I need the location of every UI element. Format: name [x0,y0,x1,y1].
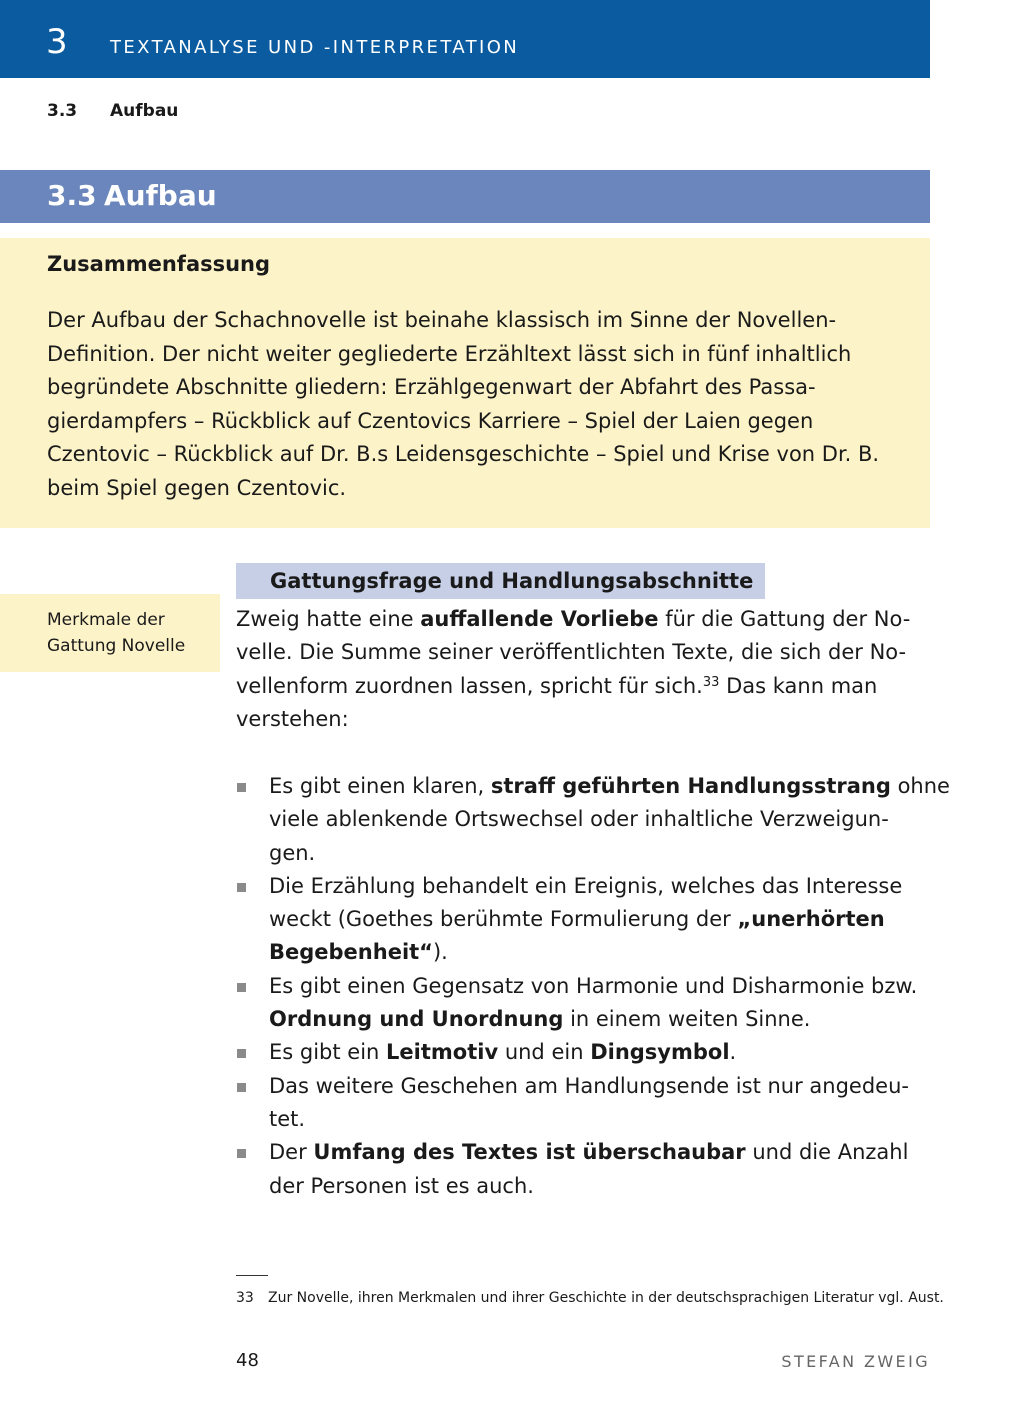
bullet-square-icon [237,883,246,892]
summary-line: Der Aufbau der Schachnovelle ist beinahe klassisch im Sinne der Novellen- [47,308,837,332]
bullet-square-icon [237,783,246,792]
summary-line: beim Spiel gegen Czentovic. [47,475,347,500]
running-section-title: Aufbau [110,101,179,121]
footnote-divider [236,1275,268,1276]
page-number: 48 [236,1350,259,1371]
summary-line: gierdampfers – Rückblick auf Czentovics Karriere – Spiel der Laien gegen [47,408,814,433]
footnote-number: 33 [236,1290,254,1306]
bullet-square-icon [237,983,246,992]
summary-line: begründete Abschnitte gliedern: Erzählgegenwart der Abfahrt des Passa- [47,375,816,400]
bullet-item: Es gibt einen klaren, straff geführten Handlungsstrang ohne viele ablenkende Ortswechsel oder inhaltliche Verzweigun- gen. [236,770,936,870]
summary-text [47,304,927,506]
bullet-square-icon [237,1083,246,1092]
footer-author: STEFAN ZWEIG [781,1352,930,1371]
section-title: Aufbau [104,179,217,212]
bullet-item: Es gibt einen Gegensatz von Harmonie und Disharmonie bzw. Ordnung und Unordnung in einem weiten Sinne. [236,970,936,1037]
bullet-item: Das weitere Geschehen am Handlungsende ist nur angedeu- tet. [236,1070,936,1137]
summary-line: Czentovic – Rückblick auf Dr. B.s Leidensgeschichte – Spiel und Krise von Dr. B. [47,442,880,467]
subsection-title: Gattungsfrage und Handlungsabschnitte [270,569,754,593]
running-section-number: 3.3 [47,101,78,121]
margin-note-line: Merkmale der [47,610,165,630]
bullet-item: Der Umfang des Textes ist überschaubar und die Anzahl der Personen ist es auch. [236,1136,936,1203]
summary-line: Definition. Der nicht weiter gegliederte Erzähltext lässt sich in fünf inhaltlich [47,341,852,366]
margin-note [47,607,185,659]
summary-heading: Zusammenfassung [47,252,271,276]
bullet-item: Es gibt ein Leitmotiv und ein Dingsymbol. [236,1036,936,1069]
margin-note-line: Gattung Novelle [47,636,186,656]
section-number: 3.3 [47,179,97,212]
body-line: velle. Die Summe seiner veröffentlichten Texte, die sich der No- [236,640,907,665]
chapter-number: 3 [46,22,68,62]
emphasis: auffallende Vorliebe [420,607,659,631]
body-paragraph [236,603,931,736]
bullet-list [236,770,950,1203]
chapter-title: TEXTANALYSE UND -INTERPRETATION [110,37,520,58]
bullet-square-icon [237,1049,246,1058]
bullet-item: Die Erzählung behandelt ein Ereignis, welches das Interesse weckt (Goethes berühmte Formulierung der „unerhörten Begebenheit“). [236,870,936,970]
footnote-text: Zur Novelle, ihren Merkmalen und ihrer Geschichte in der deutschsprachigen Literatur vgl. Aust. [268,1290,944,1306]
footnote-ref[interactable]: 33 [702,674,720,690]
body-line: verstehen: [236,706,349,731]
body-line: vellenform zuordnen lassen, spricht für sich.$^{33}$ Das kann man [236,673,878,698]
bullet-square-icon [237,1149,246,1158]
body-line: Zweig hatte eine auffallende Vorliebe für die Gattung der No- [236,607,911,631]
